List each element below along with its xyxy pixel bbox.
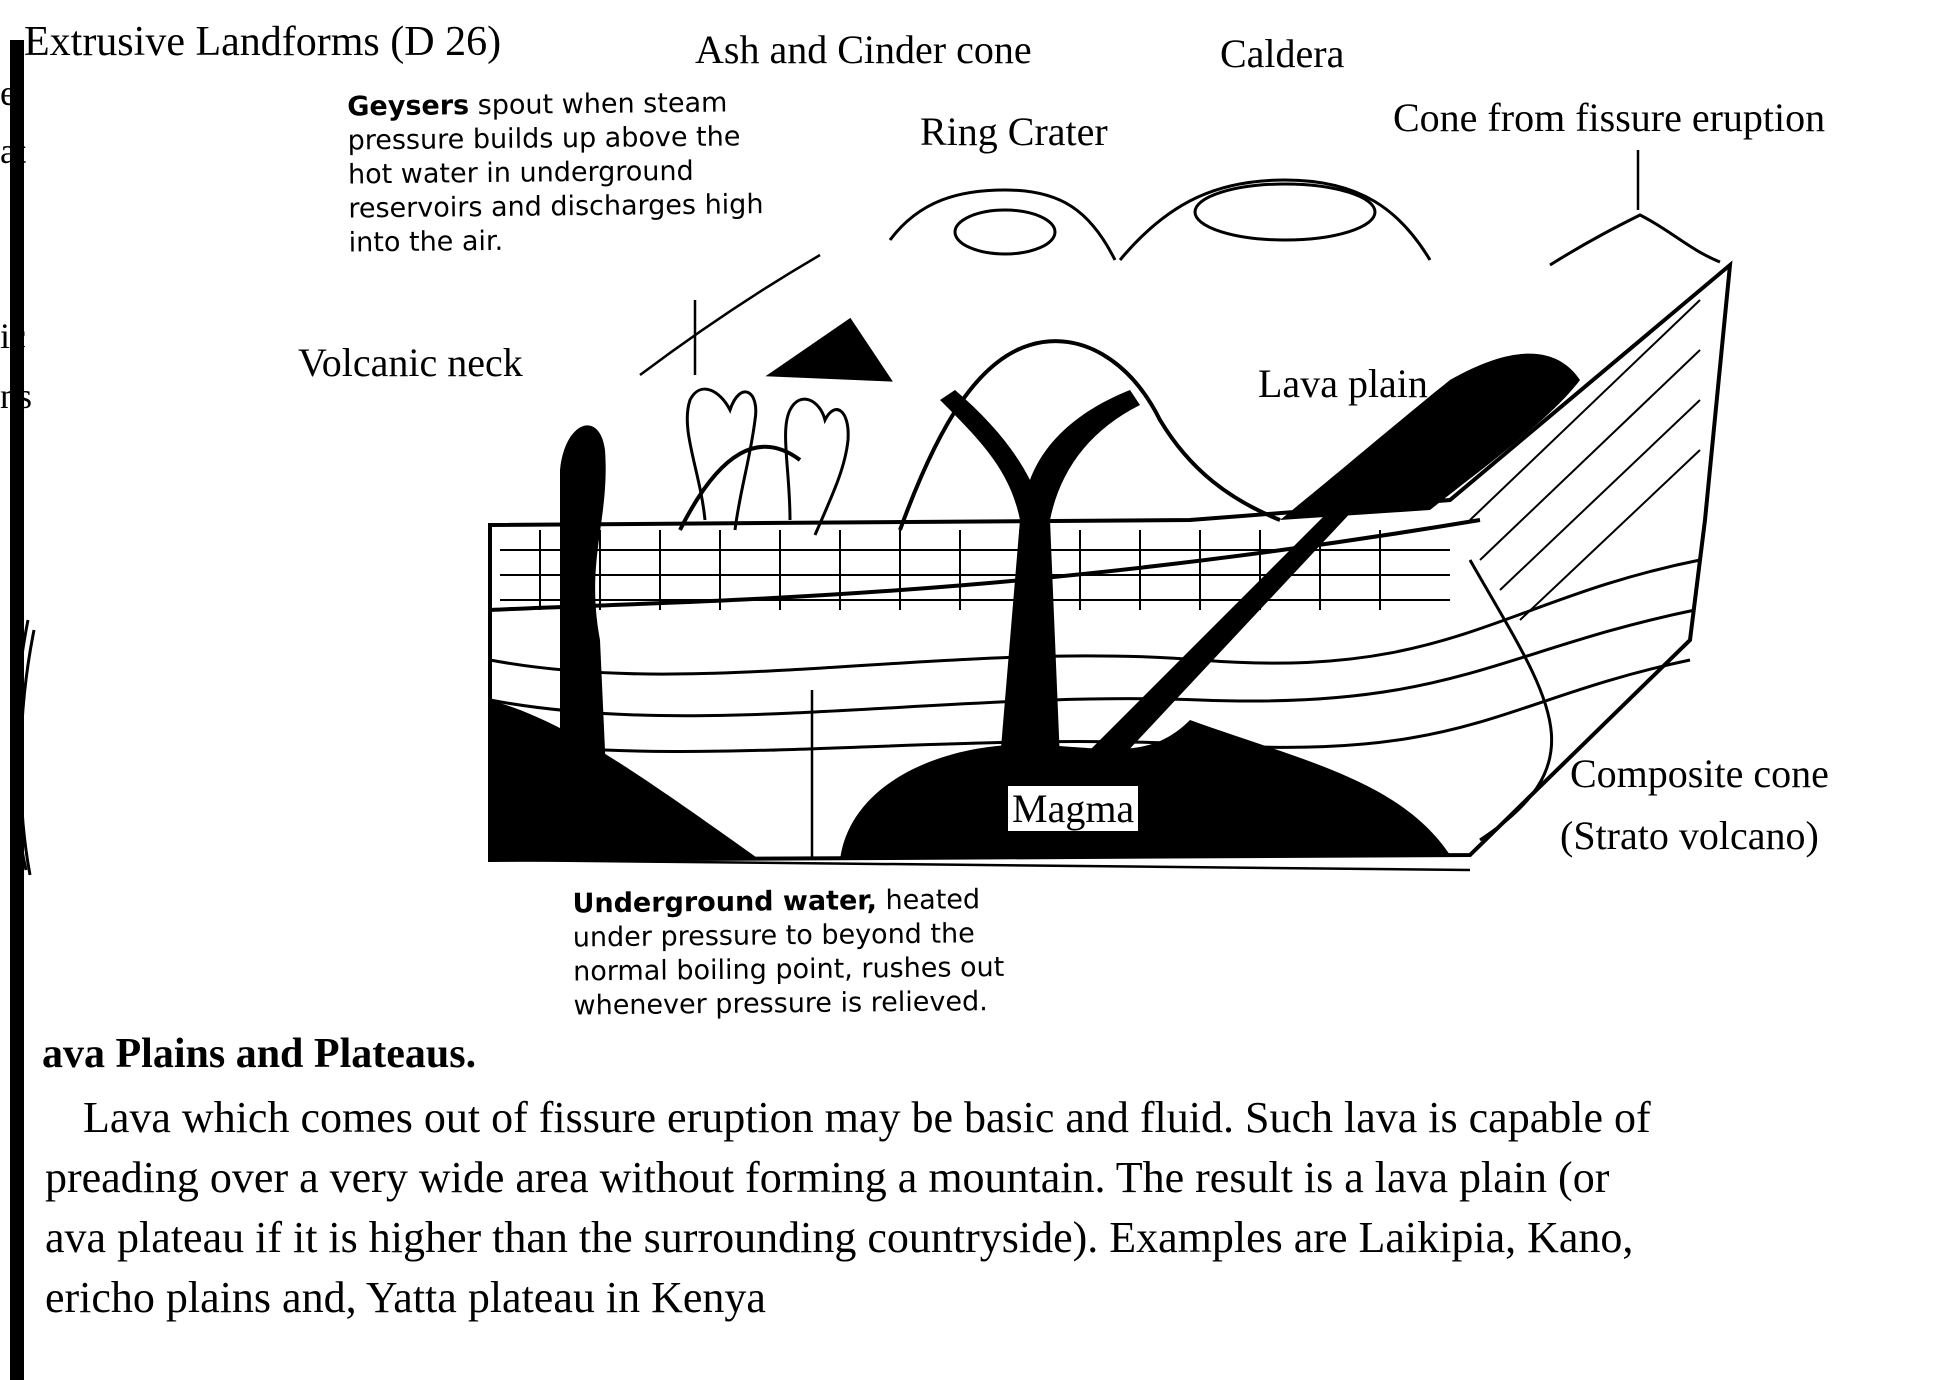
label-caldera: Caldera: [1220, 31, 1345, 76]
note-geysers-text: spout when steam pressure builds up above the hot water in underground reservoirs and discharges high into the air.: [347, 87, 764, 259]
label-ash-cinder-cone: Ash and Cinder cone: [695, 27, 1032, 72]
label-magma: [1008, 785, 1138, 832]
label-ring-crater: Ring Crater: [920, 109, 1108, 154]
edge-fragment: ic: [0, 316, 26, 356]
label-strato-volcano: (Strato volcano): [1560, 813, 1819, 858]
paragraph-line: preading over a very wide area without forming a mountain. The result is a lava plain (or: [45, 1153, 1610, 1202]
surface-cones: [770, 180, 1720, 380]
paragraph-line: ava plateau if it is higher than the surrounding countryside). Examples are Laikipia, Kano,: [45, 1213, 1634, 1262]
note-geysers: [347, 86, 819, 261]
label-composite-cone: Composite cone: [1570, 751, 1829, 796]
section-paragraph: [45, 1088, 1945, 1328]
section-heading: ava Plains and Plateaus.: [42, 1031, 477, 1077]
note-water-bold: Underground water,: [572, 885, 878, 920]
label-cone-fissure-eruption: Cone from fissure eruption: [1393, 95, 1826, 140]
label-volcanic-neck: Volcanic neck: [298, 340, 523, 385]
binding-curves: [15, 620, 34, 875]
volcanic-neck-shape: [560, 425, 610, 860]
note-water-text: heated under pressure to beyond the normal boiling point, rushes out whenever pressure is relieved.: [572, 884, 1005, 1022]
edge-fragment: ns: [0, 376, 33, 416]
note-geysers-bold: Geysers: [347, 90, 470, 123]
label-lava-plain: Lava plain: [1258, 361, 1428, 406]
note-underground-water: [572, 883, 1043, 1024]
page-title: Extrusive Landforms (D 26): [24, 19, 502, 65]
geyser-plumes: [687, 389, 848, 535]
paragraph-line: ericho plains and, Yatta plateau in Kenya: [45, 1273, 766, 1322]
magma-text: Magma: [1008, 786, 1138, 831]
edge-fragment: e: [0, 73, 16, 113]
magma-chamber-left: [490, 700, 760, 860]
paragraph-line: Lava which comes out of fissure eruption may be basic and fluid. Such lava is capable of: [83, 1093, 1651, 1142]
edge-fragment: at: [0, 131, 26, 171]
